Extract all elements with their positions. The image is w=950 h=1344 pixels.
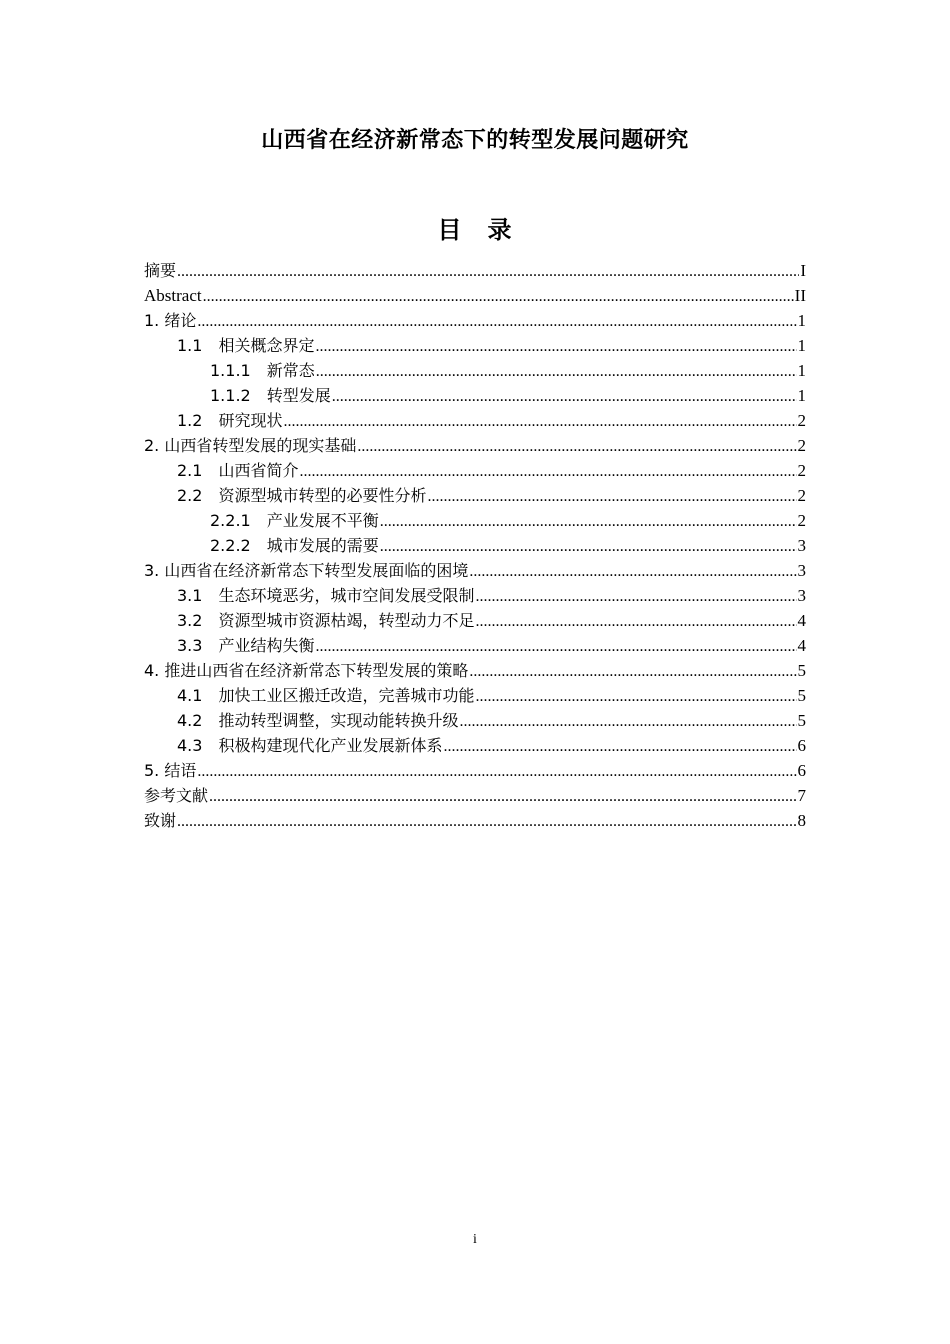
toc-dot-leader	[316, 359, 797, 384]
toc-entry-label: 3.3 产业结构失衡	[177, 636, 315, 655]
toc-entry[interactable]	[144, 508, 806, 533]
toc-dot-leader	[469, 659, 796, 684]
toc-entry-label: 2.1 山西省简介	[177, 461, 299, 480]
toc-dot-leader	[357, 434, 796, 459]
toc-entry-label: 2.2 资源型城市转型的必要性分析	[177, 486, 427, 505]
toc-entry-label: 4.3 积极构建现代化产业发展新体系	[177, 736, 443, 755]
toc-dot-leader	[203, 284, 794, 309]
toc-dot-leader	[209, 784, 796, 809]
toc-entry[interactable]	[144, 608, 806, 633]
table-of-contents	[144, 258, 806, 833]
toc-entry-label: 5. 结语	[144, 761, 197, 780]
toc-entry[interactable]	[144, 583, 806, 608]
toc-dot-leader	[197, 759, 796, 784]
toc-entry-page: I	[800, 261, 806, 280]
toc-entry-page: 2	[797, 511, 806, 530]
toc-entry-page: 8	[797, 811, 806, 830]
toc-entry-label: 2.2.1 产业发展不平衡	[210, 511, 379, 530]
page-number: i	[473, 1232, 477, 1247]
toc-entry-page: 7	[797, 786, 806, 805]
toc-dot-leader	[459, 709, 796, 734]
toc-entry[interactable]	[144, 708, 806, 733]
toc-dot-leader	[315, 634, 796, 659]
toc-entry-page: 4	[797, 636, 806, 655]
toc-entry-page: II	[794, 286, 806, 305]
toc-entry-label: 1.1.1 新常态	[210, 361, 315, 380]
toc-dot-leader	[332, 384, 797, 409]
toc-entry[interactable]	[144, 783, 806, 808]
toc-entry-label: 2.2.2 城市发展的需要	[210, 536, 379, 555]
toc-entry-page: 6	[797, 761, 806, 780]
toc-entry[interactable]	[144, 283, 806, 308]
toc-entry[interactable]	[144, 258, 806, 283]
toc-entry[interactable]	[144, 358, 806, 383]
toc-entry[interactable]	[144, 558, 806, 583]
toc-entry[interactable]	[144, 433, 806, 458]
document-title: 山西省在经济新常态下的转型发展问题研究	[261, 128, 689, 153]
toc-dot-leader	[197, 309, 796, 334]
toc-dot-leader	[299, 459, 796, 484]
toc-entry-page: 2	[797, 411, 806, 430]
toc-entry-page: 3	[797, 586, 806, 605]
toc-dot-leader	[315, 334, 796, 359]
toc-entry-page: 5	[797, 711, 806, 730]
toc-entry-label: 3. 山西省在经济新常态下转型发展面临的困境	[144, 561, 469, 580]
toc-entry-page: 2	[797, 436, 806, 455]
toc-entry[interactable]	[144, 458, 806, 483]
toc-entry-label: 1.1.2 转型发展	[210, 386, 331, 405]
toc-entry-label: 1.2 研究现状	[177, 411, 283, 430]
toc-entry-page: 4	[797, 611, 806, 630]
toc-entry[interactable]	[144, 333, 806, 358]
toc-entry[interactable]	[144, 383, 806, 408]
toc-entry-label: 4.2 推动转型调整，实现动能转换升级	[177, 711, 459, 730]
toc-entry-label: 摘要	[144, 261, 177, 280]
toc-entry-label: 4.1 加快工业区搬迁改造，完善城市功能	[177, 686, 475, 705]
toc-entry-page: 3	[797, 561, 806, 580]
toc-entry-page: 5	[797, 661, 806, 680]
toc-dot-leader	[469, 559, 796, 584]
toc-entry[interactable]	[144, 808, 806, 833]
toc-entry-page: 2	[797, 486, 806, 505]
toc-entry-label: 4. 推进山西省在经济新常态下转型发展的策略	[144, 661, 469, 680]
toc-entry-page: 6	[797, 736, 806, 755]
toc-entry-page: 3	[797, 536, 806, 555]
toc-dot-leader	[380, 509, 797, 534]
toc-entry-page: 2	[797, 461, 806, 480]
toc-heading: 目 录	[437, 216, 513, 244]
toc-entry-page: 5	[797, 686, 806, 705]
toc-entry[interactable]	[144, 633, 806, 658]
toc-entry[interactable]	[144, 733, 806, 758]
toc-dot-leader	[443, 734, 796, 759]
toc-entry-page: 1	[797, 336, 806, 355]
toc-entry-label: 3.2 资源型城市资源枯竭，转型动力不足	[177, 611, 475, 630]
toc-entry-page: 1	[797, 386, 806, 405]
toc-entry-label: Abstract	[144, 286, 202, 305]
toc-entry-label: 1. 绪论	[144, 311, 197, 330]
toc-dot-leader	[475, 684, 796, 709]
toc-entry-label: 参考文献	[144, 786, 209, 805]
toc-dot-leader	[283, 409, 796, 434]
toc-entry-label: 2. 山西省转型发展的现实基础	[144, 436, 357, 455]
toc-entry[interactable]	[144, 758, 806, 783]
toc-dot-leader	[177, 259, 799, 284]
toc-dot-leader	[475, 609, 796, 634]
toc-dot-leader	[427, 484, 796, 509]
toc-entry[interactable]	[144, 658, 806, 683]
toc-dot-leader	[177, 809, 796, 834]
toc-entry[interactable]	[144, 533, 806, 558]
toc-entry[interactable]	[144, 308, 806, 333]
toc-entry-label: 3.1 生态环境恶劣，城市空间发展受限制	[177, 586, 475, 605]
toc-entry-page: 1	[797, 361, 806, 380]
toc-entry[interactable]	[144, 683, 806, 708]
toc-dot-leader	[475, 584, 796, 609]
toc-entry-page: 1	[797, 311, 806, 330]
toc-entry-label: 致谢	[144, 811, 177, 830]
toc-entry-label: 1.1 相关概念界定	[177, 336, 315, 355]
toc-dot-leader	[380, 534, 797, 559]
toc-entry[interactable]	[144, 408, 806, 433]
toc-entry[interactable]	[144, 483, 806, 508]
